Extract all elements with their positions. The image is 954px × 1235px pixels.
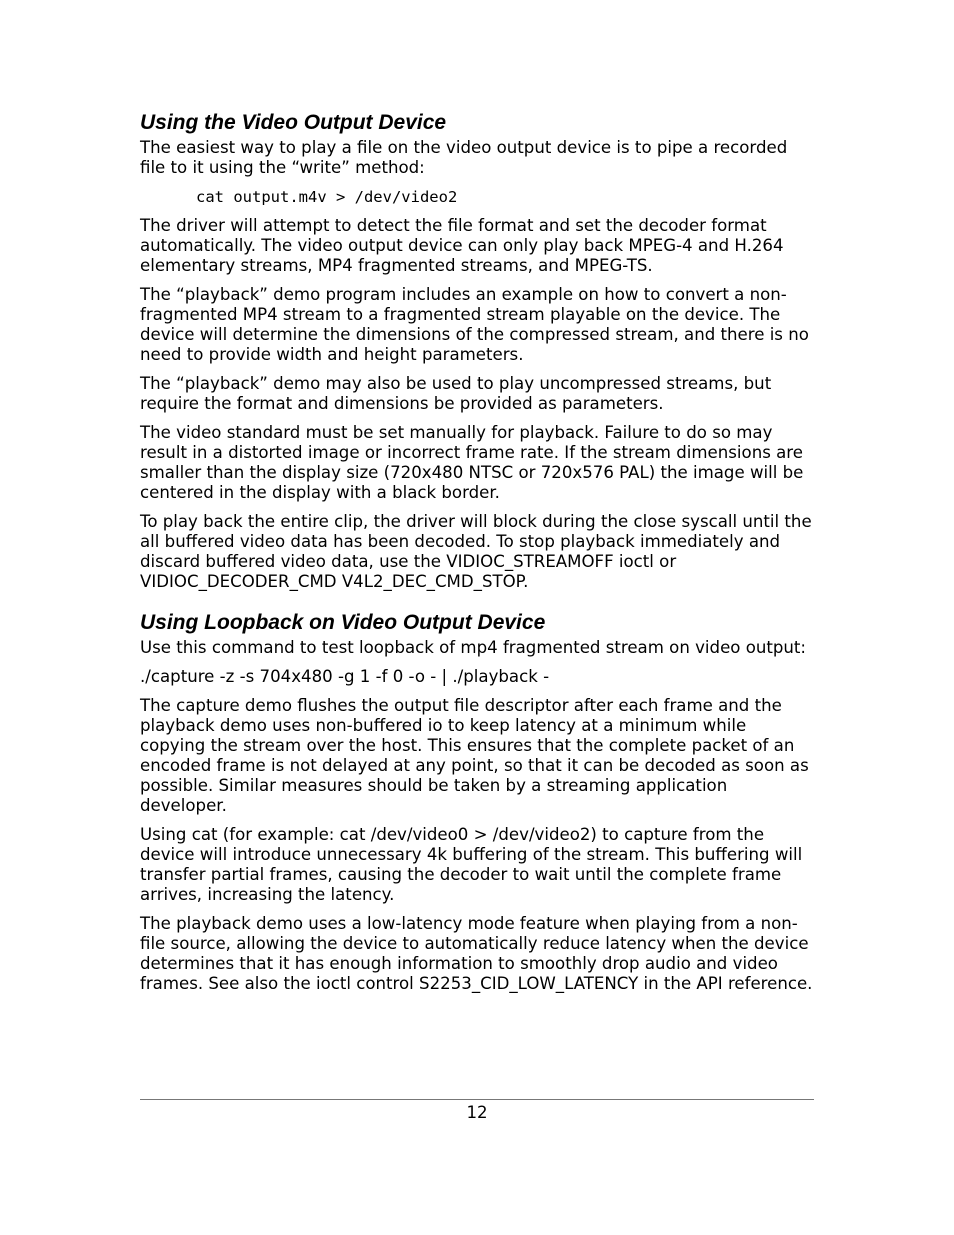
paragraph-uncompressed: The “playback” demo may also be used to play uncompressed streams, but require the format and dimensions be provided as parameters. <box>140 374 772 413</box>
paragraph-intro-write-method: The easiest way to play a file on the video output device is to pipe a recorded file to it using the “write” method: <box>140 138 788 177</box>
paragraph-file-format: The driver will attempt to detect the file format and set the decoder format automatically. The video output device can only play back MPEG-4 and H.264 elementary streams, MP4 fragmented streams, and MPEG-TS. <box>140 216 784 275</box>
paragraph-playback-demo: The “playback” demo program includes an example on how to convert a non-fragmented MP4 stream to a fragmented stream playable on the device. The device will determine the dimensions of the compressed stream, and there is no need to provide width and height parameters. <box>140 285 809 364</box>
footer-divider <box>140 1099 814 1100</box>
paragraph-playback-entire-clip: To play back the entire clip, the driver will block during the close syscall until the all buffered video data has been decoded. To stop playback immediately and discard buffered video data, use the VIDIOC_STREAMOFF ioctl or VIDIOC_DECODER_CMD V4L2_DEC_CMD_STOP. <box>140 512 812 591</box>
section-heading-loopback: Using Loopback on Video Output Device <box>140 611 546 634</box>
paragraph-cat-buffering: Using cat (for example: cat /dev/video0 > /dev/video2) to capture from the device will introduce unnecessary 4k buffering of the stream. This buffering will transfer partial frames, causing the decoder to wait until the complete frame arrives, increasing the latency. <box>140 825 803 904</box>
document-page <box>140 110 814 1003</box>
command-line-loopback: ./capture -z -s 704x480 -g 1 -f 0 -o - | ./playback - <box>140 667 550 686</box>
page-number: 12 <box>466 1103 488 1122</box>
paragraph-capture-flush: The capture demo flushes the output file descriptor after each frame and the playback demo uses non-buffered io to keep latency at a minimum while copying the stream over the host. This ensures that the complete packet of an encoded frame is not delayed at any point, so that it can be decoded as soon as possible. Similar measures should be taken by a streaming application developer. <box>140 696 809 815</box>
section-heading-video-output: Using the Video Output Device <box>140 111 447 134</box>
code-example-cat: cat output.m4v > /dev/video2 <box>196 188 458 206</box>
paragraph-loopback-intro: Use this command to test loopback of mp4 fragmented stream on video output: <box>140 638 807 657</box>
paragraph-low-latency: The playback demo uses a low-latency mode feature when playing from a non-file source, allowing the device to automatically reduce latency when the device determines that it has enough information to smoothly drop audio and video frames. See also the ioctl control S2253_CID_LOW_LATENCY in the API reference. <box>140 914 813 993</box>
paragraph-video-standard: The video standard must be set manually for playback. Failure to do so may result in a distorted image or incorrect frame rate. If the stream dimensions are smaller than the display size (720x480 NTSC or 720x576 PAL) the image will be centered in the display with a black border. <box>140 423 804 502</box>
